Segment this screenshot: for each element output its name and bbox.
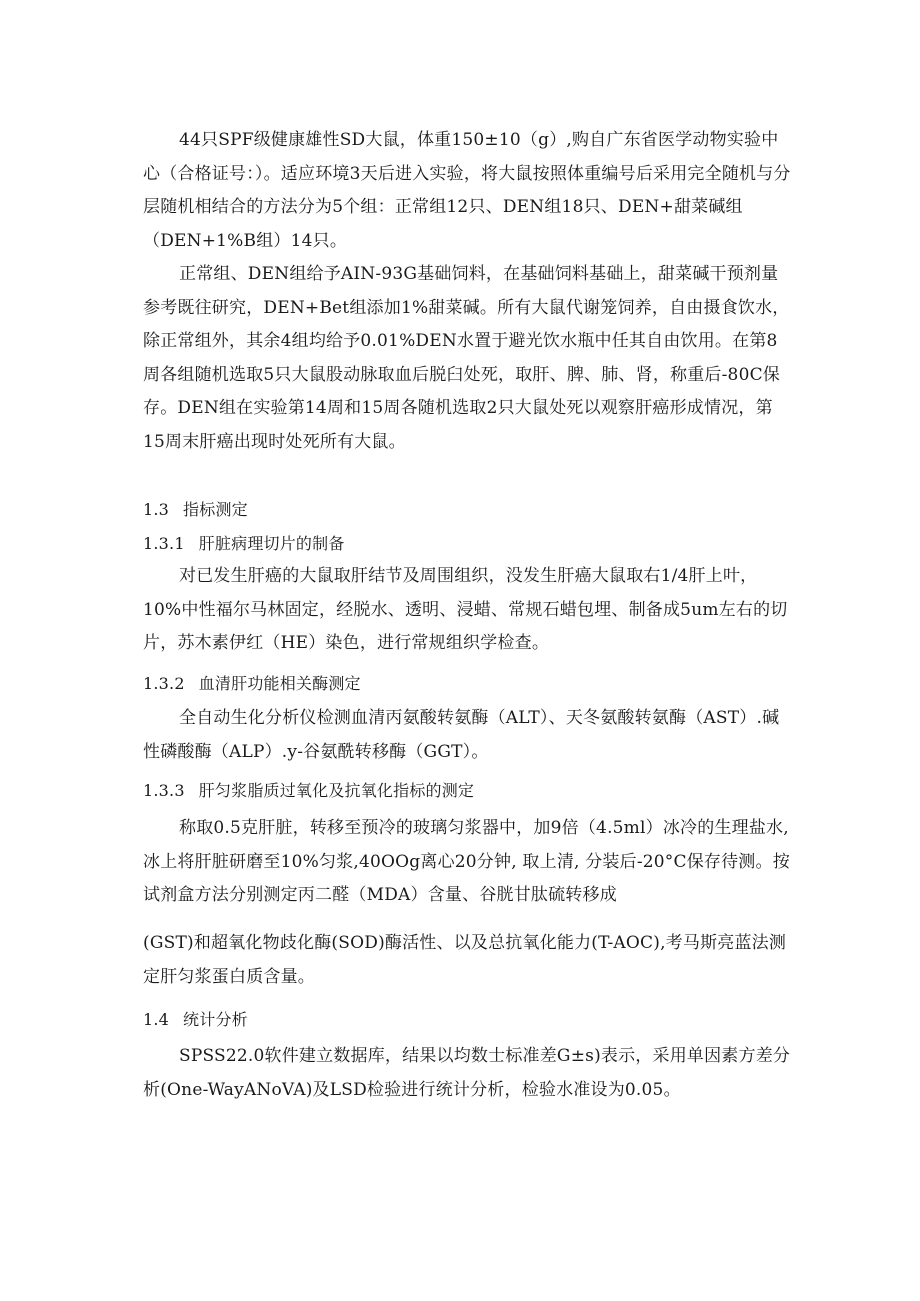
section-heading-1-3-1 bbox=[143, 527, 793, 561]
section-heading-1-3 bbox=[143, 493, 793, 527]
section-title: 肝匀浆脂质过氧化及抗氧化指标的测定 bbox=[198, 781, 475, 800]
section-title: 血清肝功能相关酶测定 bbox=[198, 674, 361, 693]
section-title: 肝脏病理切片的制备 bbox=[198, 534, 345, 553]
paragraph-homogenate-continued: (GST)和超氧化物歧化酶(SOD)酶活性、以及总抗氧化能力(T-AOC),考马斯亮蓝法测定肝匀浆蛋白质含量。 bbox=[143, 933, 787, 987]
section-number: 1.4 bbox=[143, 1010, 170, 1029]
section-number: 1.3.1 bbox=[143, 534, 185, 553]
section-number: 1.3.2 bbox=[143, 674, 185, 693]
section-heading-1-3-2 bbox=[143, 667, 793, 701]
section-heading-1-3-3 bbox=[143, 774, 793, 808]
section-title: 指标测定 bbox=[183, 500, 248, 519]
paragraph-statistics: SPSS22.0软件建立数据库，结果以均数士标准差G±s)表示，采用单因素方差分析(One-WayANoVA)及LSD检验进行统计分析，检验水准设为0.05。 bbox=[143, 1046, 791, 1100]
paragraph-pathology: 对已发生肝癌的大鼠取肝结节及周围组织，没发生肝癌大鼠取右1/4肝上叶，10%中性福尔马林固定，经脱水、透明、浸蜡、常规石蜡包埋、制备成5um左右的切片，苏木素伊红（HE）染色，进行常规组织学检查。 bbox=[143, 566, 788, 653]
paragraph-homogenate: 称取0.5克肝脏，转移至预冷的玻璃匀浆器中，加9倍（4.5ml）冰冷的生理盐水, 冰上将肝脏研磨至10%匀浆,40OOg离心20分钟, 取上清, 分装后-20°C保存待测。按试剂盒方法分别测定丙二醛（MDA）含量、谷胱甘肽硫转移成 bbox=[143, 818, 790, 905]
paragraph-animals: 44只SPF级健康雄性SD大鼠，体重150±10（g）,购自广东省医学动物实验中心（合格证号：）。适应环境3天后进入实验，将大鼠按照体重编号后采用完全随机与分层随机相结合的方法分为5个组：正常组12只、DEN组18只、DEN+甜菜碱组（DEN+1%B组）14只。 bbox=[143, 130, 791, 251]
section-heading-1-4 bbox=[143, 1003, 793, 1037]
paragraph-feeding: 正常组、DEN组给予AIN-93G基础饲料，在基础饲料基础上，甜菜碱干预剂量参考既往研究，DEN+Bet组添加1%甜菜碱。所有大鼠代谢笼饲养，自由摄食饮水，除正常组外，其余4组均给予0.01%DEN水置于避光饮水瓶中任其自由饮用。在第8周各组随机选取5只大鼠股动脉取血后脱臼处死，取肝、脾、肺、肾，称重后-80C保存。DEN组在实验第14周和15周各随机选取2只大鼠处死以观察肝癌形成情况，第15周末肝癌出现时处死所有大鼠。 bbox=[143, 264, 790, 452]
section-number: 1.3.3 bbox=[143, 781, 185, 800]
paragraph-enzymes: 全自动生化分析仪检测血清丙氨酸转氨酶（ALT）、天冬氨酸转氨酶（AST）.碱性磷酸酶（ALP）.y-谷氨酰转移酶（GGT）。 bbox=[143, 708, 780, 762]
section-title: 统计分析 bbox=[183, 1010, 248, 1029]
section-number: 1.3 bbox=[143, 500, 170, 519]
